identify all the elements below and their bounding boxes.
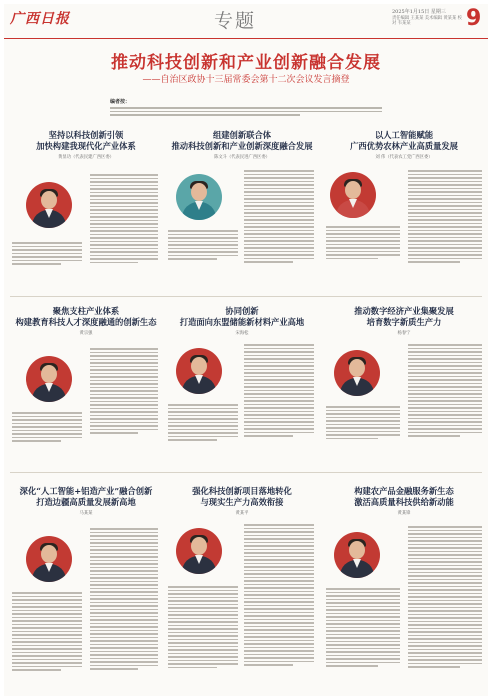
article-body: [12, 592, 82, 671]
article-body: [168, 404, 238, 441]
article-body: [408, 170, 482, 263]
article-title-line1: 坚持以科技创新引领: [48, 130, 124, 140]
article-byline: 刘 伟（代表农工党广西区委）: [375, 155, 433, 160]
article-body: [168, 230, 238, 260]
article-body: [326, 226, 400, 259]
article-body: [90, 528, 158, 670]
article-byline: 杨春宁: [397, 331, 411, 336]
article-title-line2: 打造面向东盟储能新材料产业高地: [179, 317, 305, 327]
article-9: [330, 486, 478, 516]
article-title-line1: 深化“人工智能+铝造产业”融合创新: [19, 486, 153, 496]
page-number: 9: [466, 6, 482, 31]
article-8: [168, 486, 316, 516]
issue-date: 2025年1月15日 星期三: [392, 9, 446, 15]
author-photo: [176, 528, 222, 574]
article-title-line2: 培育数字新质生产力: [366, 317, 442, 327]
article-title-line1: 以人工智能赋能: [374, 130, 434, 140]
article-5: [168, 306, 316, 336]
article-body: [326, 588, 400, 667]
author-photo: [176, 174, 222, 220]
article-title-line2: 加快构建我现代化产业体系: [36, 141, 136, 151]
article-byline: 陈文斗（代表民进广西区委）: [214, 155, 270, 160]
page-subheadline: ——自治区政协十三届常委会第十二次会议发言摘登: [142, 75, 350, 85]
article-2: [168, 130, 316, 160]
article-byline: 黄某平: [235, 511, 249, 516]
article-body: [244, 170, 314, 263]
author-photo: [330, 172, 376, 218]
article-title-line1: 推动数字经济产业集聚发展: [354, 306, 454, 316]
article-title-line2: 激活高质量科技供给新动能: [354, 497, 454, 507]
article-title-line1: 聚焦支柱产业体系: [52, 306, 120, 316]
article-7: [12, 486, 160, 516]
article-byline: 黄宗强: [79, 331, 93, 336]
article-title-line2: 推动科技创新和产业创新深度融合发展: [171, 141, 313, 151]
article-title-line1: 强化科技创新项目落地转化: [192, 486, 292, 496]
article-body: [168, 586, 238, 668]
article-title-line1: 协同创新: [225, 306, 259, 316]
editor-note-text: [110, 107, 382, 116]
article-body: [408, 526, 482, 668]
editor-credits: 责任编辑 王某某 美术编辑 黄某某 校对 韦某某: [392, 16, 462, 26]
article-byline: 马某某: [79, 511, 93, 516]
article-title-line2: 构建教育科技人才深度融通的创新生态: [15, 317, 157, 327]
editor-note-label: 编者按：: [110, 99, 131, 105]
article-1: [12, 130, 160, 160]
editor-note: [110, 98, 382, 116]
article-byline: 宋海松: [235, 331, 249, 336]
article-body: [90, 348, 158, 434]
article-byline: 黄显功（代表民建广西区委）: [58, 155, 114, 160]
masthead: [4, 4, 488, 39]
article-body: [244, 524, 314, 666]
article-body: [408, 344, 482, 437]
article-body: [90, 174, 158, 263]
article-6: [330, 306, 478, 336]
author-photo: [334, 350, 380, 396]
author-photo: [26, 356, 72, 402]
article-title-line2: 与现实生产力高效衔接: [200, 497, 284, 507]
author-photo: [334, 532, 380, 578]
author-photo: [176, 348, 222, 394]
article-title-line1: 组建创新联合体: [212, 130, 272, 140]
newspaper-page: [4, 4, 488, 696]
article-byline: 黄某锋: [397, 511, 411, 516]
article-body: [244, 344, 314, 437]
newspaper-name: 广西日报: [10, 11, 70, 27]
section-title: 专题: [214, 10, 257, 32]
author-photo: [26, 536, 72, 582]
article-body: [326, 406, 400, 439]
author-photo: [26, 182, 72, 228]
article-body: [12, 412, 82, 442]
article-4: [12, 306, 160, 336]
article-3: [330, 130, 478, 160]
article-title-line1: 构建农产品金融服务新生态: [354, 486, 454, 496]
article-title-line2: 打造边疆高质量发展新高地: [36, 497, 136, 507]
article-title-line2: 广西优势农林产业高质量发展: [350, 141, 458, 151]
page-headline: 推动科技创新和产业创新融合发展: [111, 53, 381, 73]
article-body: [12, 242, 82, 265]
